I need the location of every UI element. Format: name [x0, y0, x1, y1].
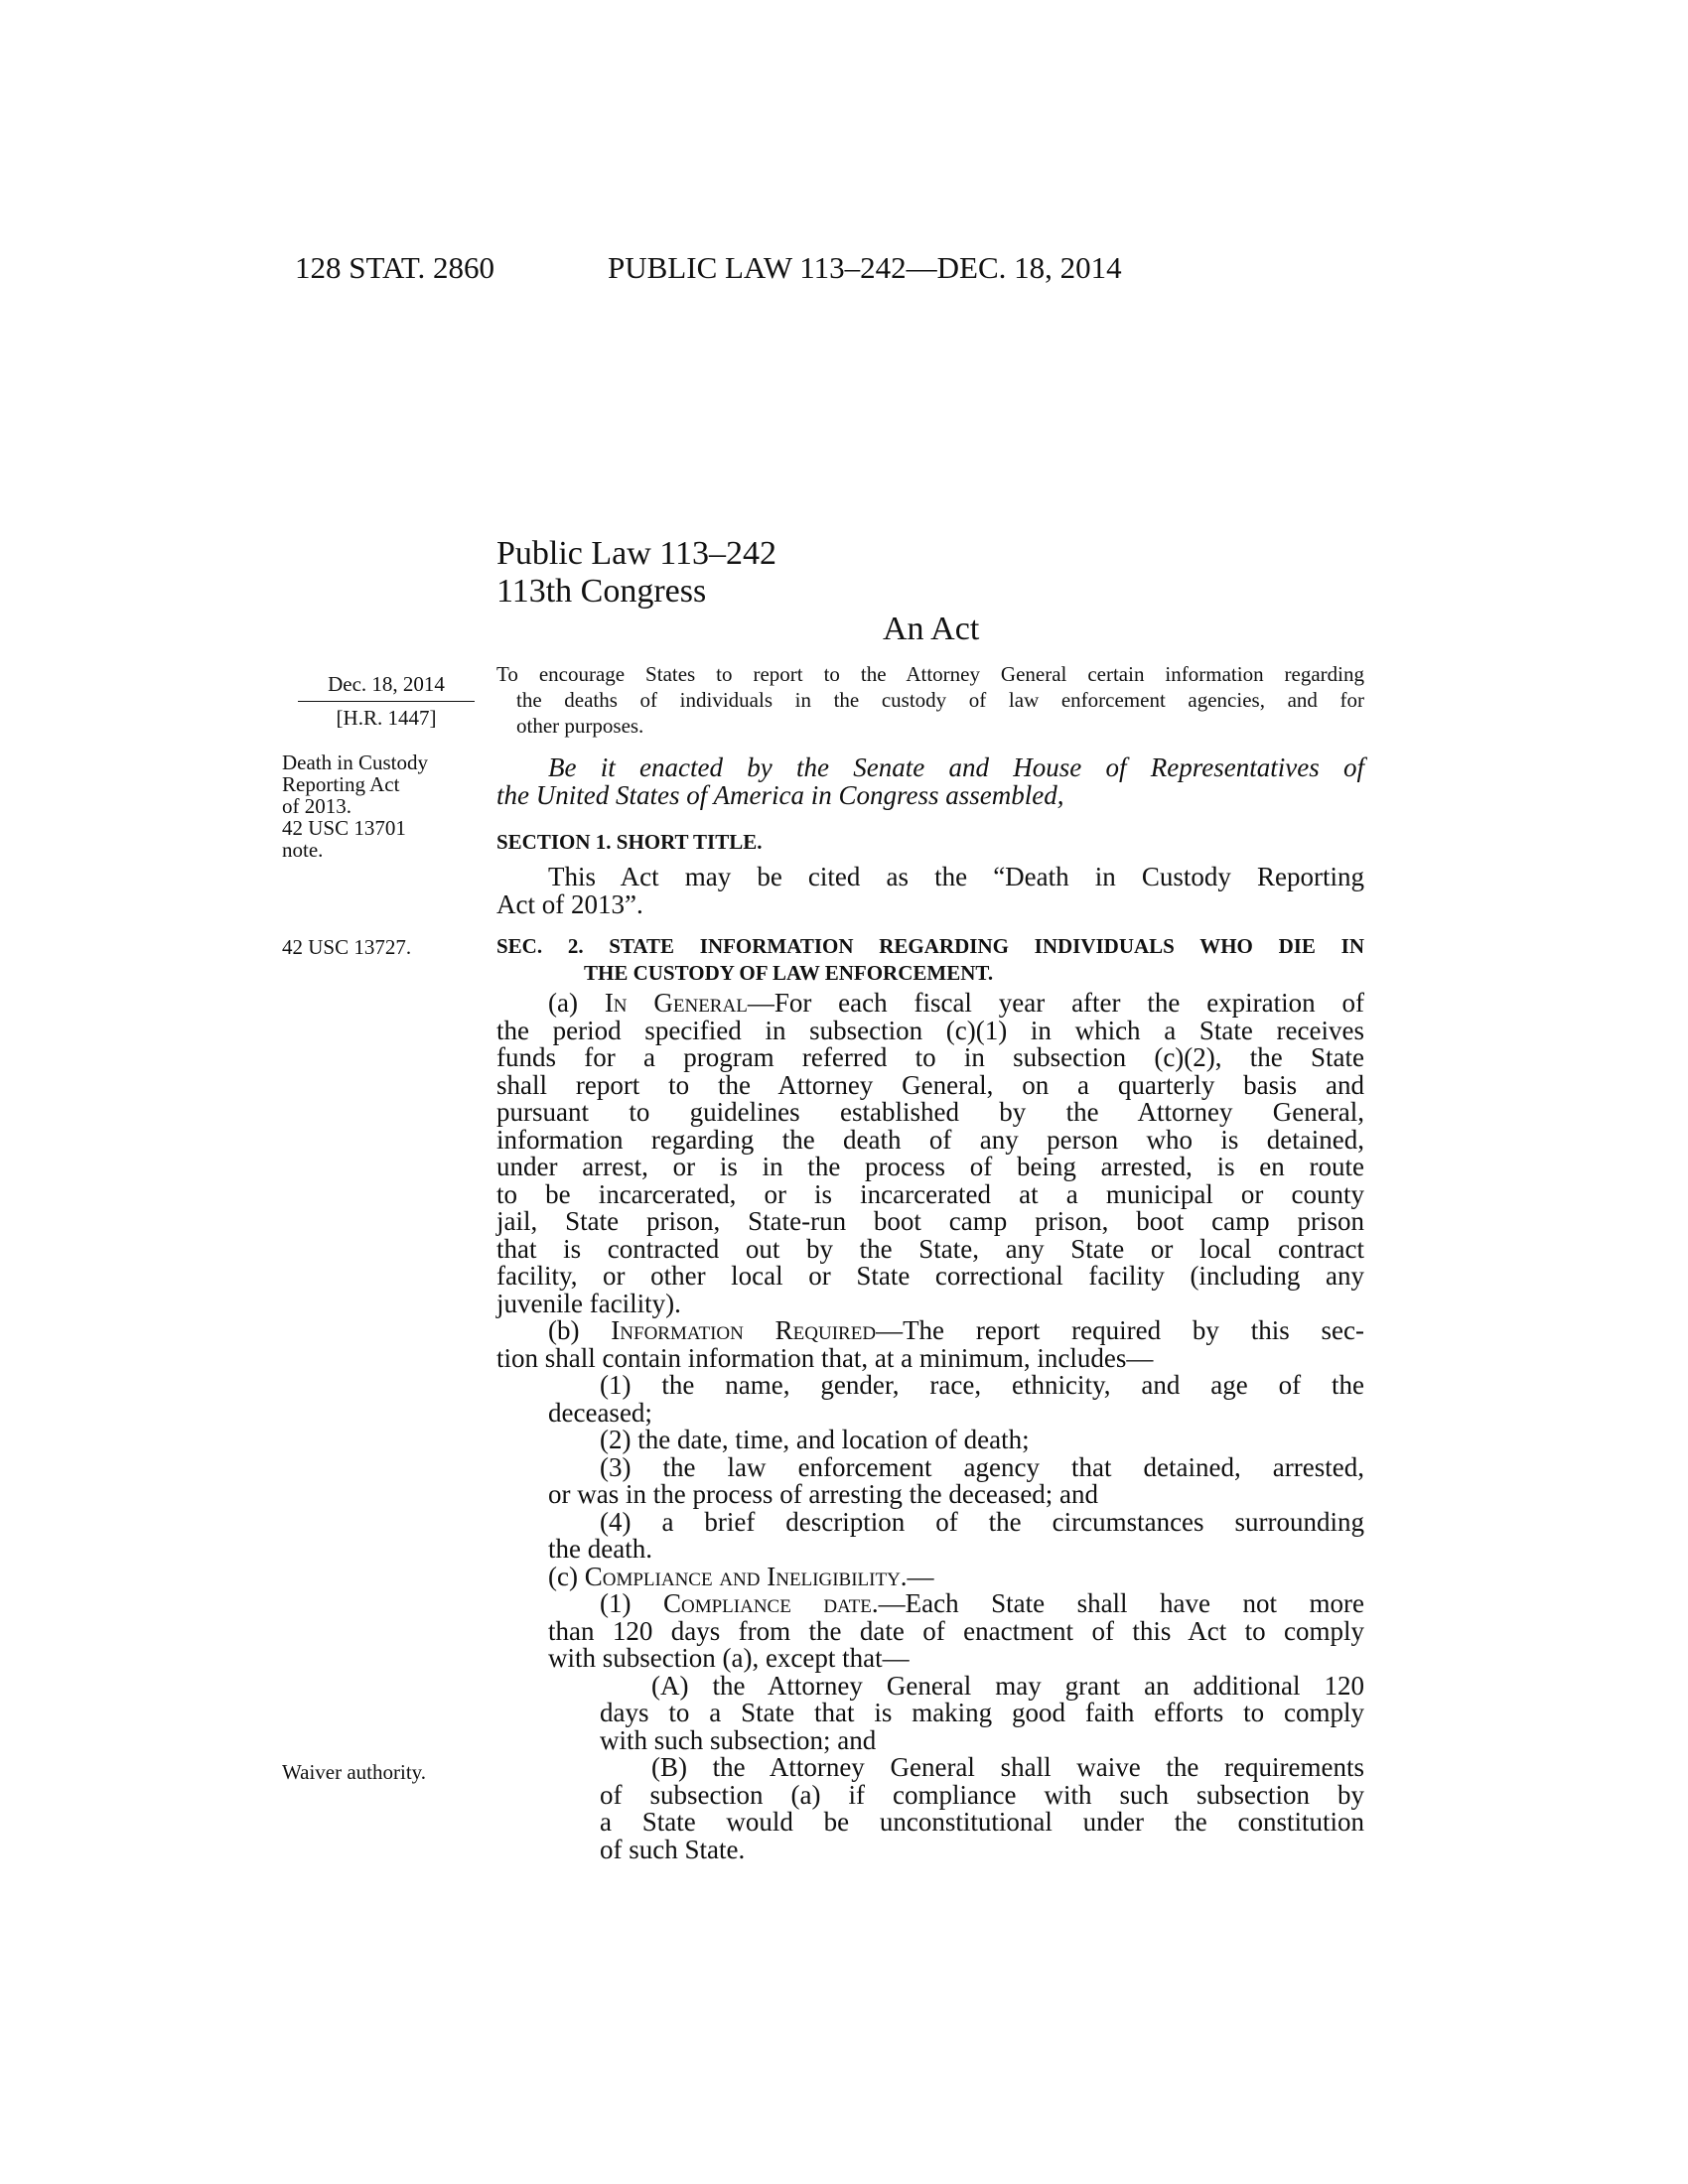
purpose-line: To encourage States to report to the Attorney General certain information regarding: [496, 662, 1364, 686]
subsection-a-line: that is contracted out by the State, any State or local contract: [496, 1233, 1364, 1264]
purpose-line: other purposes.: [516, 714, 644, 738]
margin-bill-number: [H.R. 1447]: [336, 706, 437, 730]
section2-heading-line: SEC. 2. STATE INFORMATION REGARDING INDIVIDUALS WHO DIE IN: [496, 934, 1364, 958]
section1-text: [496, 864, 1364, 918]
subsection-a-line: funds for a program referred to in subsection (c)(2), the State: [496, 1042, 1364, 1072]
section2-heading-line: THE CUSTODY OF LAW ENFORCEMENT.: [584, 961, 994, 985]
subsection-a-line: under arrest, or is in the process of being arrested, is en route: [496, 1152, 1364, 1181]
paragraph-b1: (1) the name, gender, race, ethnicity, and age of the: [600, 1370, 1364, 1400]
margin-short-title-note: [282, 751, 481, 861]
enacting-clause: [496, 754, 1364, 809]
paragraph-b4: (4) a brief description of the circumstances surrounding: [600, 1506, 1364, 1537]
subsection-b-first-line: (b) Information Required—The report required by this sec-: [548, 1315, 1364, 1345]
subsection-a-line: shall report to the Attorney General, on a quarterly basis and: [496, 1069, 1364, 1100]
section1-heading: SECTION 1. SHORT TITLE.: [496, 830, 763, 854]
paragraph-c1-heading: Compliance date: [662, 1588, 872, 1618]
subsection-b-line: tion shall contain information that, at a minimum, includes—: [496, 1342, 1154, 1373]
paragraph-c1-line: than 120 days from the date of enactment of this Act to comply: [548, 1615, 1364, 1646]
public-law-number: Public Law 113–242: [496, 535, 777, 572]
purpose-line: the deaths of individuals in the custody of law enforcement agencies, and for: [516, 688, 1364, 712]
subsection-a-line: facility, or other local or State correctional facility (including any: [496, 1261, 1364, 1291]
running-title: PUBLIC LAW 113–242—DEC. 18, 2014: [608, 250, 1122, 285]
subsection-a-line: jail, State prison, State-run boot camp prison, boot camp prison: [496, 1206, 1364, 1236]
section1-line: Act of 2013”.: [496, 888, 643, 919]
section2-body: [496, 990, 1364, 1863]
subparagraph-B: (B) the Attorney General shall waive the requirements: [651, 1752, 1364, 1782]
margin-line: Death in Custody: [282, 751, 428, 774]
section1-line: This Act may be cited as the “Death in Custody Reporting: [548, 862, 1364, 891]
subsection-a-line: juvenile facility).: [496, 1288, 681, 1318]
paragraph-b3: (3) the law enforcement agency that detained, arrested,: [600, 1451, 1364, 1482]
paragraph-c1-first-line: (1) Compliance date.—Each State shall have not more: [600, 1588, 1364, 1618]
margin-line: of 2013.: [282, 794, 352, 818]
subsection-c-heading: Compliance and Ineligibility: [584, 1561, 901, 1591]
act-purpose: [496, 661, 1364, 739]
margin-rule: [298, 701, 475, 702]
paragraph-b3-cont: or was in the process of arresting the deceased; and: [548, 1479, 1099, 1509]
margin-line: note.: [282, 838, 324, 862]
margin-date: Dec. 18, 2014: [328, 672, 445, 696]
enacting-line: Be it enacted by the Senate and House of Representatives of: [548, 752, 1364, 782]
paragraph-c1-line: with subsection (a), except that—: [548, 1643, 910, 1673]
subparagraph-B-cont: of subsection (a) if compliance with such subsection by: [600, 1779, 1364, 1810]
subparagraph-A: (A) the Attorney General may grant an additional 120: [651, 1670, 1364, 1701]
subparagraph-B-cont: a State would be unconstitutional under the constitution: [600, 1807, 1364, 1837]
margin-line: 42 USC 13701: [282, 816, 406, 840]
margin-sec2-note: 42 USC 13727.: [282, 935, 412, 959]
subsection-c-heading-line: (c) Compliance and Ineligibility.—: [548, 1561, 934, 1591]
section2-heading: [496, 933, 1364, 987]
an-act-title: An Act: [883, 611, 980, 647]
subparagraph-A-cont: with such subsection; and: [600, 1724, 877, 1755]
paragraph-b2: (2) the date, time, and location of death;: [600, 1425, 1030, 1454]
subsection-a-line: information regarding the death of any person who is detained,: [496, 1124, 1364, 1155]
subsection-a-heading: In General: [604, 988, 748, 1018]
subparagraph-A-cont: days to a State that is making good faith efforts to comply: [600, 1698, 1364, 1727]
margin-line: Reporting Act: [282, 772, 400, 796]
subsection-b-heading: Information Required: [611, 1315, 877, 1345]
paragraph-b1-cont: deceased;: [548, 1397, 652, 1428]
congress-number: 113th Congress: [496, 573, 707, 610]
subsection-a-line: pursuant to guidelines established by the Attorney General,: [496, 1097, 1364, 1127]
page-stat-number: 128 STAT. 2860: [295, 250, 495, 285]
subsection-a-first-line: (a) In General—For each fiscal year after the expiration of: [548, 988, 1364, 1018]
subsection-a-line: the period specified in subsection (c)(1) in which a State receives: [496, 1015, 1364, 1045]
paragraph-b4-cont: the death.: [548, 1534, 652, 1564]
enacting-line: the United States of America in Congress assembled,: [496, 779, 1064, 810]
subparagraph-B-cont: of such State.: [600, 1834, 746, 1864]
margin-waiver-authority: Waiver authority.: [282, 1760, 427, 1784]
subsection-a-line: to be incarcerated, or is incarcerated at a municipal or county: [496, 1178, 1364, 1209]
